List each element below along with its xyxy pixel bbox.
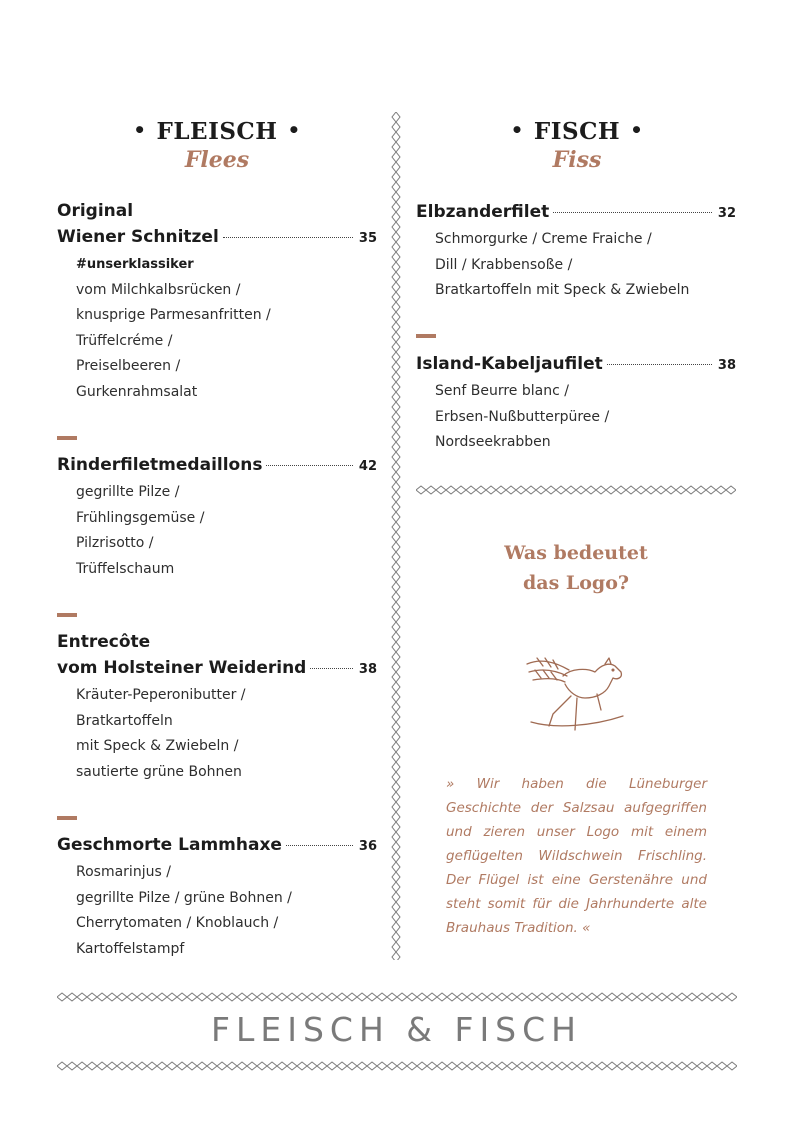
horizontal-zigzag-divider — [416, 485, 736, 495]
dish-desc: Nordseekrabben — [435, 434, 551, 450]
dotted-leader — [286, 845, 353, 846]
dish-desc: Trüffelcréme / — [76, 332, 173, 349]
fleisch-title: • FLEISCH • — [133, 118, 301, 145]
dish-price: 32 — [717, 206, 736, 221]
dish-desc: Gurkenrahmsalat — [76, 383, 198, 400]
dish-desc: Trüffelschaum — [76, 560, 175, 577]
fisch-title: • FISCH • — [510, 118, 644, 145]
dish-desc: Dill / Krabbensoße / — [435, 256, 573, 273]
dish-wiener-schnitzel — [57, 198, 377, 405]
dish-name: Geschmorte Lammhaxe 36 — [57, 832, 377, 860]
dish-price: 38 — [358, 662, 377, 677]
dish-desc: Pilzrisotto / — [76, 535, 154, 551]
dish-name-line1: Entrecôte — [57, 632, 151, 652]
dish-elbzanderfilet — [416, 199, 736, 304]
dish-desc: Kräuter-Peperonibutter / — [76, 687, 246, 703]
dish-desc: Rosmarinjus / — [76, 864, 171, 880]
logo-quote: » Wir haben die Lüneburger Geschichte der Salzsau aufgegriffen und zieren unser Logo mit einem geflügelten Wildschwein Frischling. Der Flügel ist eine Gerstenähre und steht somit für die Jahrhunderte alte Brauhaus Tradition. « — [446, 776, 707, 936]
footer-zigzag-bottom — [57, 1061, 737, 1071]
dish-desc: Preiselbeeren / — [76, 358, 181, 374]
dish-tag: #unserklassiker — [76, 257, 194, 272]
dish-desc: gegrillte Pilze / — [76, 484, 180, 500]
dish-desc: Senf Beurre blanc / — [435, 383, 569, 399]
dish-desc: Erbsen-Nußbutterpüree / — [435, 408, 610, 425]
dish-desc: Bratkartoffeln mit Speck & Zwiebeln — [435, 282, 690, 298]
dish-price: 36 — [358, 839, 377, 854]
dish-desc: vom Milchkalbsrücken / — [76, 281, 241, 298]
dish-desc: Bratkartoffeln — [76, 712, 173, 729]
dish-name: Island-Kabeljaufilet 38 — [416, 351, 736, 379]
fisch-header — [472, 118, 682, 173]
dish-name: Rinderfiletmedaillons 42 — [57, 452, 377, 480]
footer-zigzag-top — [57, 992, 737, 1002]
fleisch-subtitle: Flees — [184, 147, 250, 173]
dotted-leader — [266, 465, 352, 466]
dish-price: 35 — [358, 231, 377, 246]
dish-desc: gegrillte Pilze / grüne Bohnen / — [76, 889, 292, 906]
dotted-leader — [223, 237, 353, 238]
dotted-leader — [310, 668, 353, 669]
dish-entrecote — [57, 629, 377, 785]
fleisch-header — [110, 118, 324, 173]
dish-name-line2: Wiener Schnitzel 35 — [57, 224, 377, 252]
dish-rinderfiletmedaillons — [57, 452, 377, 582]
dish-desc: knusprige Parmesanfritten / — [76, 307, 271, 323]
winged-boar-logo-icon — [525, 650, 630, 732]
dish-lammhaxe — [57, 832, 377, 962]
dish-price: 38 — [717, 358, 736, 373]
dish-desc: mit Speck & Zwiebeln / — [76, 738, 239, 754]
fisch-subtitle: Fiss — [552, 147, 602, 173]
dish-name: Elbzanderfilet 32 — [416, 199, 736, 227]
dotted-leader — [553, 212, 712, 213]
dish-price: 42 — [358, 459, 377, 474]
logo-question: Was bedeutet das Logo? — [504, 542, 648, 594]
dish-island-kabeljaufilet — [416, 351, 736, 456]
separator-dash — [57, 816, 77, 820]
dotted-leader — [607, 364, 712, 365]
dish-desc: Schmorgurke / Creme Fraiche / — [435, 231, 652, 247]
dish-name-line2: vom Holsteiner Weiderind 38 — [57, 655, 377, 683]
footer-title: FLEISCH & FISCH — [211, 1010, 582, 1049]
vertical-zigzag-divider — [391, 112, 401, 960]
separator-dash — [57, 436, 77, 440]
dish-desc: Kartoffelstampf — [76, 940, 185, 957]
separator-dash — [416, 334, 436, 338]
dish-desc: Cherrytomaten / Knoblauch / — [76, 915, 279, 931]
dish-name-line1: Original — [57, 201, 134, 221]
separator-dash — [57, 613, 77, 617]
dish-desc: Frühlingsgemüse / — [76, 509, 205, 526]
dish-desc: sautierte grüne Bohnen — [76, 763, 242, 780]
